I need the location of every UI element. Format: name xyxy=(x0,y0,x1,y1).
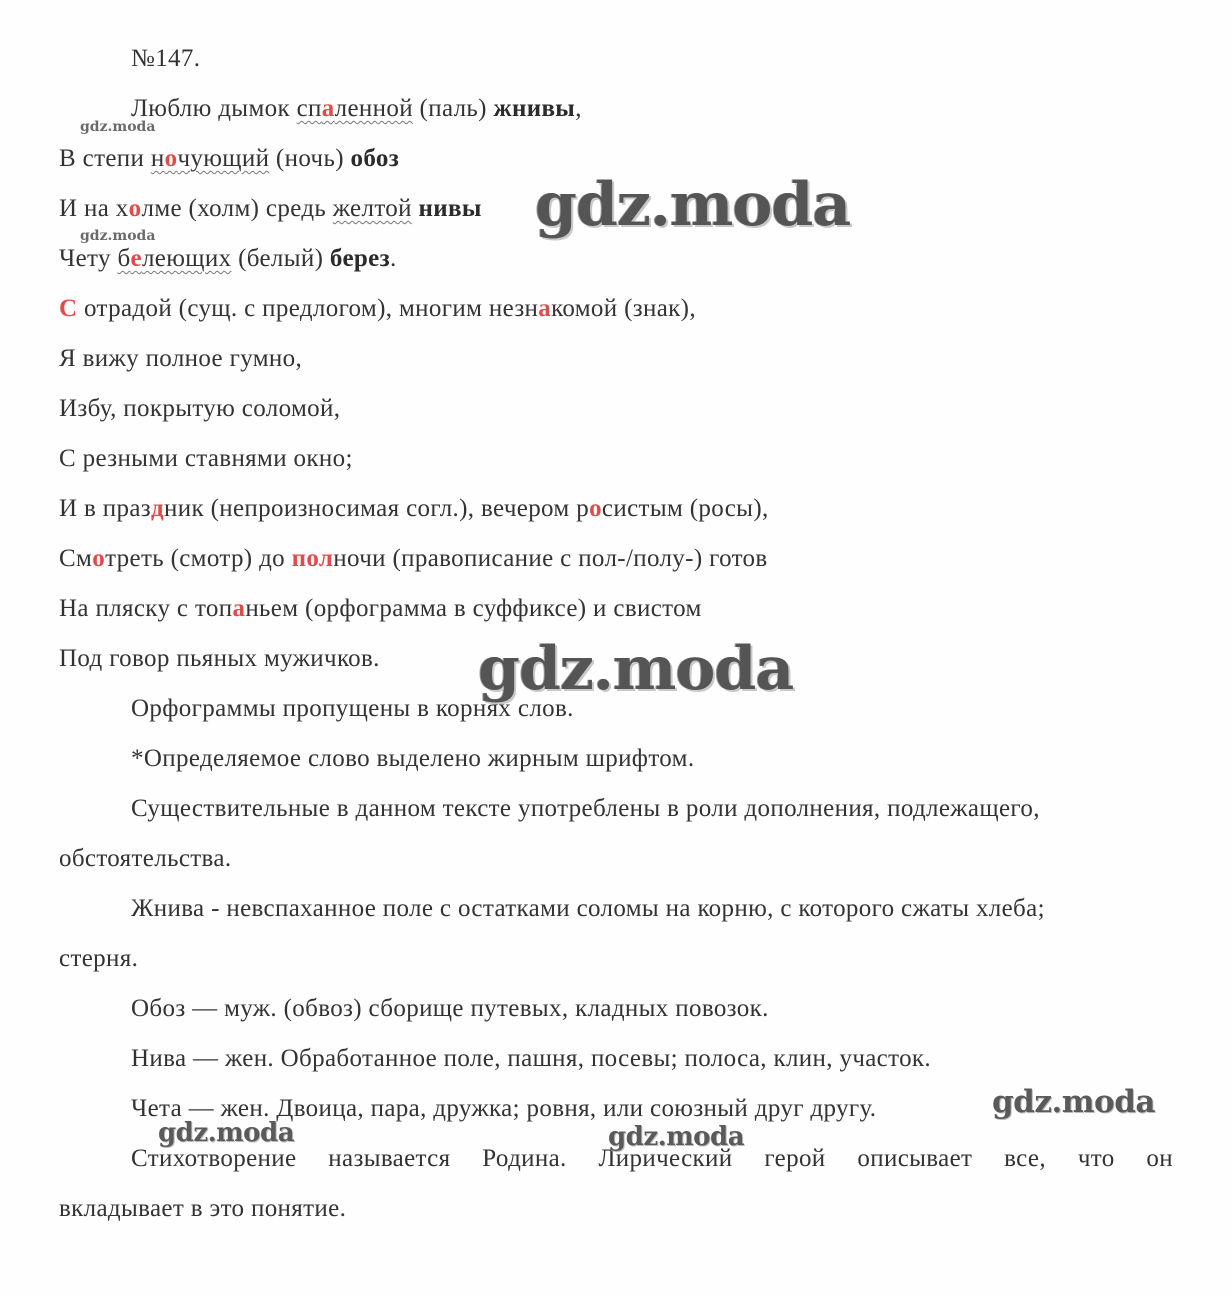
text: н xyxy=(150,145,165,172)
highlighted-letter: а xyxy=(538,295,552,322)
poem-line-10 xyxy=(59,544,768,574)
text: См xyxy=(59,545,93,572)
text: систым (росы), xyxy=(601,495,769,522)
highlighted-letter: д xyxy=(151,495,165,522)
text: ник (непроизносимая согл.), вечером р xyxy=(164,495,590,522)
text: б xyxy=(117,245,131,272)
poem-line-12: Под говор пьяных мужичков. xyxy=(59,645,380,672)
text: ночи (правописание с пол-/полу-) готов xyxy=(333,545,768,572)
text: ньем (орфограмма в суффиксе) и свистом xyxy=(245,595,702,622)
exercise-number: №147. xyxy=(131,45,201,72)
text: лме (холм) средь xyxy=(141,195,333,222)
text: И на х xyxy=(59,195,129,222)
watermark: gdz.moda xyxy=(535,170,851,240)
poem-line-4 xyxy=(59,244,397,274)
text: (белый) xyxy=(231,245,330,272)
watermark: gdz.moda xyxy=(608,1122,745,1152)
highlighted-letter: о xyxy=(92,545,106,572)
text: отрадой (сущ. с предлогом), многим незн xyxy=(77,295,539,322)
text: Чету xyxy=(59,245,118,272)
watermark: gdz.moda xyxy=(80,119,156,135)
text: комой (знак), xyxy=(551,295,696,322)
highlighted-letter: а xyxy=(232,595,246,622)
text: (ночь) xyxy=(269,145,351,172)
note-zhniva: Жнива - невспаханное поле с остатками соломы на корню, с которого сжаты хлеба; xyxy=(131,895,1045,922)
poem-line-1 xyxy=(131,94,582,124)
highlighted-letter: о xyxy=(164,145,178,172)
note-nouns-cont: обстоятельства. xyxy=(59,845,232,872)
text: . xyxy=(390,245,397,272)
note-zhniva-cont: стерня. xyxy=(59,945,139,972)
text: В степи xyxy=(59,145,151,172)
watermark: gdz.moda xyxy=(158,1118,295,1148)
text: треть (смотр) до xyxy=(105,545,292,572)
defined-word: берез xyxy=(329,245,390,272)
highlighted-letter: е xyxy=(130,245,142,272)
highlighted-prefix: пол xyxy=(291,545,334,572)
note-spelling: Орфограммы пропущены в корнях слов. xyxy=(131,695,574,722)
highlighted-letter: о xyxy=(589,495,602,522)
text: На пляску с топ xyxy=(59,595,233,622)
highlighted-letter: С xyxy=(59,295,78,322)
note-cheta: Чета — жен. Двоица, пара, дружка; ровня, или союзный друг другу. xyxy=(131,1095,877,1122)
note-bold: *Определяемое слово выделено жирным шрифтом. xyxy=(131,745,695,772)
poem-line-7: Избу, покрытую соломой, xyxy=(59,395,341,422)
poem-line-11 xyxy=(59,594,702,624)
note-niva: Нива — жен. Обработанное поле, пашня, посевы; полоса, клин, участок. xyxy=(131,1045,932,1072)
watermark: gdz.moda xyxy=(992,1084,1155,1120)
highlighted-letter: о xyxy=(128,195,142,222)
text: чующий xyxy=(177,145,270,172)
underlined-word: желтой xyxy=(332,195,412,222)
poem-line-5 xyxy=(59,294,696,324)
defined-word: обоз xyxy=(350,145,400,172)
poem-line-6: Я вижу полное гумно, xyxy=(59,345,303,372)
poem-line-9 xyxy=(59,494,769,524)
text: Стихотворение называется Родина. Лирический герой описывает все, что он xyxy=(131,1145,1173,1172)
text: Люблю дымок xyxy=(131,95,297,122)
poem-line-8: С резными ставнями окно; xyxy=(59,445,353,472)
watermark: gdz.moda xyxy=(80,228,156,244)
defined-word: нивы xyxy=(418,195,482,222)
watermark: gdz.moda xyxy=(478,634,794,704)
text: ленной xyxy=(334,95,413,122)
text: И в праз xyxy=(59,495,152,522)
defined-word: жнивы xyxy=(493,95,576,122)
poem-line-3 xyxy=(59,194,482,224)
note-nouns: Существительные в данном тексте употреблены в роли дополнения, подлежащего, xyxy=(131,795,1040,822)
text: сп xyxy=(296,95,322,122)
text: , xyxy=(575,95,582,122)
note-oboz: Обоз — муж. (обвоз) сборище путевых, кладных повозок. xyxy=(131,995,769,1022)
highlighted-letter: а xyxy=(321,95,335,122)
text: леющих xyxy=(141,245,232,272)
poem-line-2 xyxy=(59,144,399,174)
note-poem-title-cont: вкладывает в это понятие. xyxy=(59,1195,347,1222)
text: (паль) xyxy=(412,95,494,122)
